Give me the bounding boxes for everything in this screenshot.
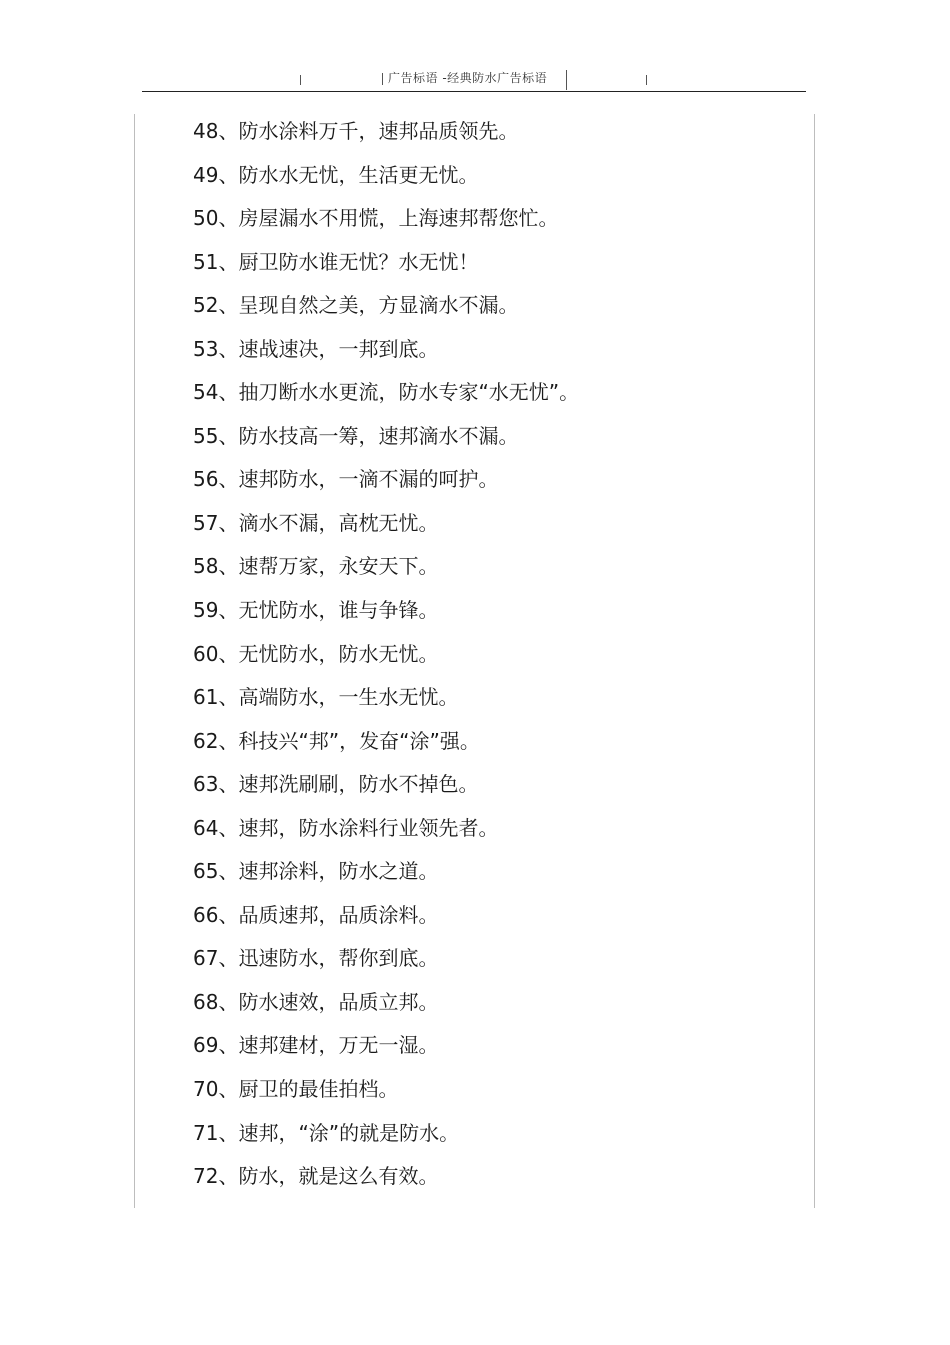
slogan-item: 63、速邦洗刷刷，防水不掉色。 [193, 772, 479, 797]
header-title: 广告标语 -经典防水广告标语 [388, 71, 548, 85]
header-tick-left [300, 75, 301, 85]
page-header [0, 68, 950, 90]
slogan-item: 68、防水速效，品质立邦。 [193, 989, 439, 1014]
slogan-item: 52、呈现自然之美，方显滴水不漏。 [193, 293, 519, 318]
slogan-item: 71、速邦，“涂”的就是防水。 [193, 1120, 460, 1145]
slogan-item: 67、迅速防水，帮你到底。 [193, 946, 439, 971]
slogan-list [193, 110, 579, 1199]
header-rule [142, 91, 806, 92]
header-tick-title-right [566, 70, 567, 90]
header-tick-title-left [382, 73, 383, 85]
slogan-item: 59、无忧防水，谁与争锋。 [193, 598, 439, 623]
slogan-item: 70、厨卫的最佳拍档。 [193, 1077, 399, 1102]
slogan-item: 66、品质速邦，品质涂料。 [193, 902, 439, 927]
slogan-item: 72、防水，就是这么有效。 [193, 1164, 439, 1189]
slogan-item: 69、速邦建材，万无一湿。 [193, 1033, 439, 1058]
slogan-item: 58、速帮万家，永安天下。 [193, 554, 439, 579]
slogan-item: 53、速战速决，一邦到底。 [193, 336, 439, 361]
slogan-item: 57、滴水不漏，高枕无忧。 [193, 510, 439, 535]
slogan-item: 61、高端防水，一生水无忧。 [193, 685, 459, 710]
slogan-item: 62、科技兴“邦”，发奋“涂”强。 [193, 728, 480, 753]
slogan-item: 51、厨卫防水谁无忧？水无忧！ [193, 249, 479, 274]
right-margin-line [814, 114, 815, 1208]
slogan-item: 55、防水技高一筹，速邦滴水不漏。 [193, 423, 519, 448]
slogan-item: 56、速邦防水，一滴不漏的呵护。 [193, 467, 499, 492]
left-margin-line [134, 114, 135, 1208]
slogan-item: 49、防水水无忧，生活更无忧。 [193, 162, 479, 187]
slogan-item: 48、防水涂料万千，速邦品质领先。 [193, 119, 519, 143]
header-tick-right [646, 75, 647, 85]
slogan-item: 60、无忧防水，防水无忧。 [193, 641, 439, 666]
slogan-item: 54、抽刀断水水更流，防水专家“水无忧”。 [193, 380, 580, 405]
slogan-item: 65、速邦涂料，防水之道。 [193, 859, 439, 884]
slogan-item: 64、速邦，防水涂料行业领先者。 [193, 815, 499, 840]
slogan-item: 50、房屋漏水不用慌，上海速邦帮您忙。 [193, 206, 559, 231]
